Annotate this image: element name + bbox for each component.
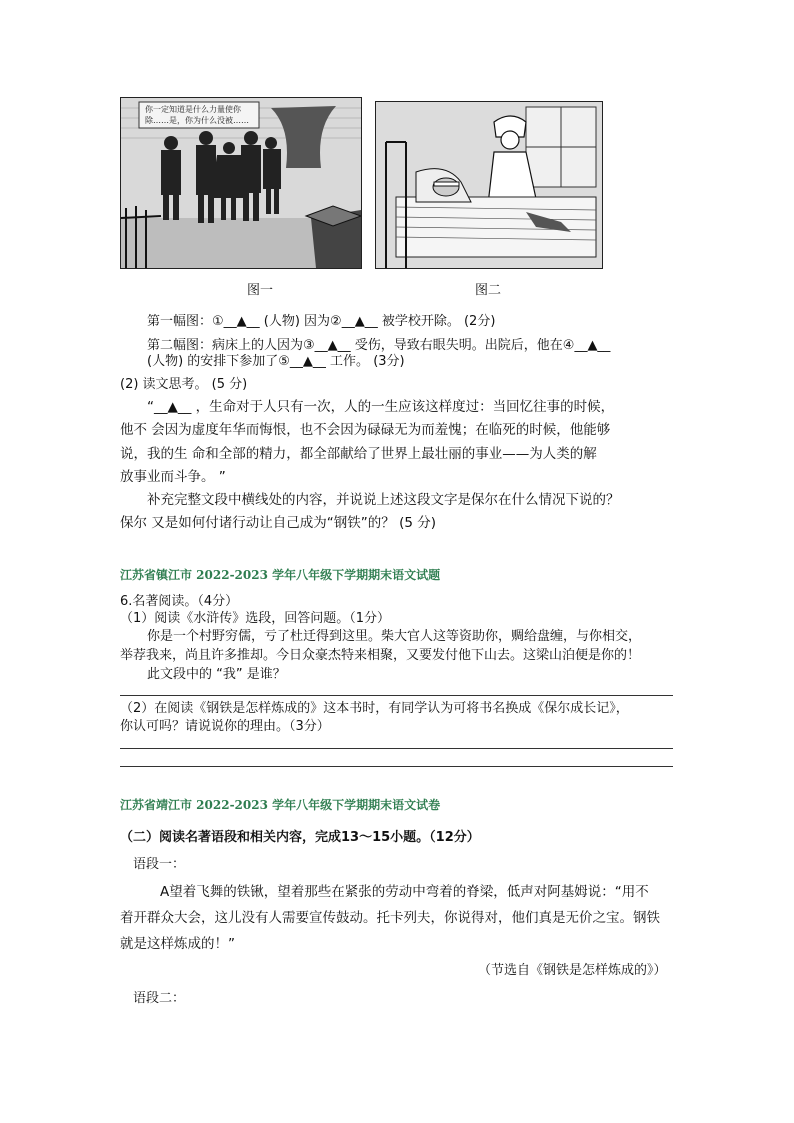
q2-quote-line-3: 说，我的生 命和全部的精力，都全部献给了世界上最壮丽的事业——为人类的解: [120, 446, 597, 462]
figure-1-sign-text: 你一定知道是什么力量使你: [145, 105, 241, 114]
figure-1-illustration: [121, 98, 361, 268]
segment-1-line-1: A望着飞舞的铁锹，望着那些在紧张的劳动中弯着的脊梁，低声对阿基姆说：“用不: [160, 884, 649, 900]
q2-task-line-1: 补充完整文段中横线处的内容，并说说上述这段文字是保尔在什么情况下说的？: [147, 492, 620, 508]
figure-1-sign-text: 除……是，你为什么没被……: [145, 116, 249, 125]
q1-line-1: 第一幅图：①__▲__ (人物) 因为②__▲__ 被学校开除。 (2分): [147, 314, 496, 329]
q6-sub-1: （1）阅读《水浒传》选段，回答问题。（1分）: [120, 611, 391, 626]
section-title-zhenjiang: 江苏省镇江市 2022-2023 学年八年级下学期期末语文试题: [120, 568, 441, 582]
figure-2-caption: 图二: [475, 283, 502, 298]
q1-line-2a: 第二幅图：病床上的人因为③__▲__ 受伤，导致右眼失明。出院后，他在④__▲__: [147, 338, 611, 353]
q6-sub-2-line-2: 你认可吗？请说说你的理由。（3分）: [120, 719, 330, 734]
q2-quote-line-1: “__▲__ ，生命对于人只有一次，人的一生应该这样度过：当回忆往事的时候，: [147, 399, 615, 415]
figure-1-caption: 图一: [247, 283, 274, 298]
q6-passage-line-1: 你是一个村野穷儒，亏了杜迁得到这里。柴大官人这等资助你，赒给盘缠，与你相交，: [147, 629, 642, 644]
segment-1-line-2: 着开群众大会，这儿没有人需要宣传鼓动。托卡列夫，你说得对，他们真是无价之宝。钢铁: [120, 910, 660, 926]
q6-heading: 6.名著阅读。（4分）: [120, 594, 239, 609]
q2-quote-line-4: 放事业而斗争。 ”: [120, 469, 226, 485]
segment-1-label: 语段一：: [133, 857, 186, 872]
answer-line-1[interactable]: [120, 695, 673, 696]
part-2-heading: （二）阅读名著语段和相关内容，完成13～15小题。（12分）: [120, 830, 480, 845]
segment-2-label: 语段二：: [133, 991, 186, 1006]
segment-1-line-3: 就是这样炼成的！”: [120, 936, 235, 952]
q1-line-2b: (人物) 的安排下参加了⑤__▲__ 工作。 (3分): [147, 354, 405, 369]
segment-1-source: （节选自《钢铁是怎样炼成的》）: [478, 963, 667, 978]
q2-task-line-2: 保尔 又是如何付诸行动让自己成为“钢铁”的？ (5 分): [120, 515, 436, 531]
q6-passage-line-2: 举荐我来，尚且许多推却。今日众豪杰特来相聚，又要发付他下山去。这梁山泊便是你的！: [120, 648, 641, 663]
answer-line-2[interactable]: [120, 748, 673, 749]
q2-heading: (2) 读文思考。 (5 分): [120, 377, 248, 392]
q6-sub-2-line-1: （2）在阅读《钢铁是怎样炼成的》这本书时，有同学认为可将书名换成《保尔成长记》，: [120, 701, 629, 716]
section-title-jingjiang: 江苏省靖江市 2022-2023 学年八年级下学期期末语文试卷: [120, 798, 441, 812]
q6-question: 此文段中的 “我” 是谁？: [147, 667, 286, 682]
figure-2-image: [375, 101, 603, 269]
figure-2-illustration: [376, 102, 602, 268]
q2-quote-line-2: 他不 会因为虚度年华而悔恨，也不会因为碌碌无为而羞愧；在临死的时候，他能够: [120, 422, 611, 438]
figure-1-image: [120, 97, 362, 269]
answer-line-3[interactable]: [120, 766, 673, 767]
